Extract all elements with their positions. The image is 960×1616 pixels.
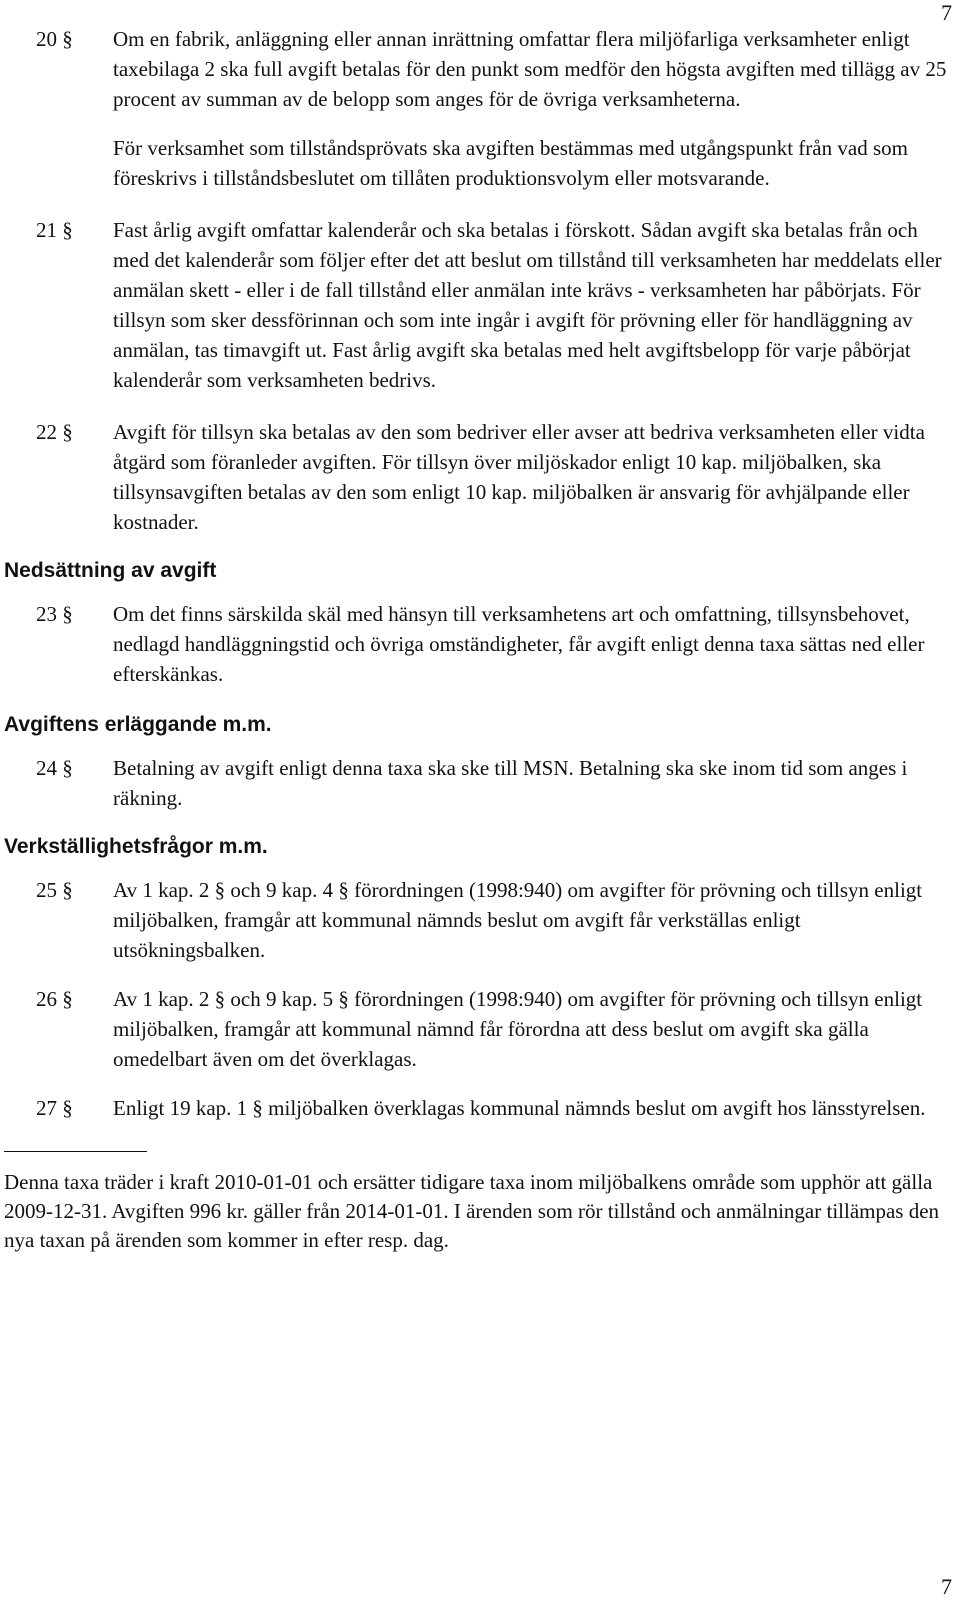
paragraph-number: 23 § <box>36 602 73 626</box>
paragraph-text: Betalning av avgift enligt denna taxa ska ske till MSN. Betalning ska ske inom tid som anges i räkning. <box>113 756 908 810</box>
paragraph-number: 21 § <box>36 218 73 242</box>
section-heading-verkstallighetsfragor: Verkställighetsfrågor m.m. <box>4 835 268 858</box>
paragraph-text: Enligt 19 kap. 1 § miljöbalken överklagas kommunal nämnds beslut om avgift hos länsstyrelsen. <box>113 1096 926 1120</box>
footnote-separator <box>4 1151 147 1152</box>
paragraph-number: 26 § <box>36 987 73 1011</box>
paragraph-24 <box>0 753 950 813</box>
paragraph-27 <box>0 1093 950 1123</box>
page-number-top: 7 <box>941 0 952 25</box>
paragraph-number: 24 § <box>36 756 73 780</box>
paragraph-text: Fast årlig avgift omfattar kalenderår och ska betalas i förskott. Sådan avgift ska betalas från och med det kalenderår som följer efter det att beslut om tillstånd till verksamheten har meddelats eller anmälan skett - eller i de fall tillstånd eller anmälan inte krävs - verksamheten har påbörjats. För tillsyn som sker dessförinnan och som inte ingår i avgift för prövning eller för handläggning av anmälan, tas timavgift ut. Fast årlig avgift ska betalas med helt avgiftsbelopp för varje påbörjat kalenderår som verksamheten bedrivs. <box>113 218 942 392</box>
page-number-bottom: 7 <box>941 1574 952 1599</box>
paragraph-text: För verksamhet som tillståndsprövats ska avgiften bestämmas med utgångspunkt från vad som föreskrivs i tillståndsbeslutet om tillåten produktionsvolym eller motsvarande. <box>113 136 908 190</box>
footnote: Denna taxa träder i kraft 2010-01-01 och ersätter tidigare taxa inom miljöbalkens område som upphör att gälla 2009-12-31. Avgiften 996 kr. gäller från 2014-01-01. I ärenden som rör tillstånd och anmälningar tillämpas den nya taxan på ärenden som kommer in efter resp. dag. <box>4 1170 940 1252</box>
paragraph-text: Av 1 kap. 2 § och 9 kap. 4 § förordningen (1998:940) om avgifter för prövning och tillsyn enligt miljöbalken, framgår att kommunal nämnds beslut om avgift får verkställas enligt utsökningsbalken. <box>113 878 923 962</box>
paragraph-20-continuation <box>0 133 950 193</box>
paragraph-number: 25 § <box>36 878 73 902</box>
paragraph-number: 22 § <box>36 420 73 444</box>
paragraph-26 <box>0 984 950 1074</box>
document-body <box>0 24 950 1255</box>
paragraph-21 <box>0 215 950 395</box>
paragraph-text: Om en fabrik, anläggning eller annan inrättning omfattar flera miljöfarliga verksamheter enligt taxebilaga 2 ska full avgift betalas för den punkt som medför den högsta avgiften med tillägg av 25 procent av summan av de belopp som anges för de övriga verksamheterna. <box>113 27 947 111</box>
paragraph-20 <box>0 24 950 114</box>
paragraph-text: Om det finns särskilda skäl med hänsyn till verksamhetens art och omfattning, tillsynsbehovet, nedlagd handläggningstid och övriga omständigheter, får avgift enligt denna taxa sättas ned eller efterskänkas. <box>113 602 925 686</box>
paragraph-22 <box>0 417 950 537</box>
paragraph-text: Avgift för tillsyn ska betalas av den som bedriver eller avser att bedriva verksamheten eller vidta åtgärd som föranleder avgiften. För tillsyn över miljöskador enligt 10 kap. miljöbalken, ska tillsynsavgiften betalas av den som enligt 10 kap. miljöbalken är ansvarig för avhjälpande eller kostnader. <box>113 420 925 534</box>
paragraph-number: 27 § <box>36 1096 73 1120</box>
paragraph-23 <box>0 599 950 689</box>
paragraph-number: 20 § <box>36 27 73 51</box>
section-heading-avgiftens-erlaggande: Avgiftens erläggande m.m. <box>4 713 272 736</box>
paragraph-text: Av 1 kap. 2 § och 9 kap. 5 § förordningen (1998:940) om avgifter för prövning och tillsyn enligt miljöbalken, framgår att kommunal nämnd får förordna att dess beslut om avgift ska gälla omedelbart även om det överklagas. <box>113 987 923 1071</box>
paragraph-25 <box>0 875 950 965</box>
section-heading-nedsattning: Nedsättning av avgift <box>4 559 217 582</box>
